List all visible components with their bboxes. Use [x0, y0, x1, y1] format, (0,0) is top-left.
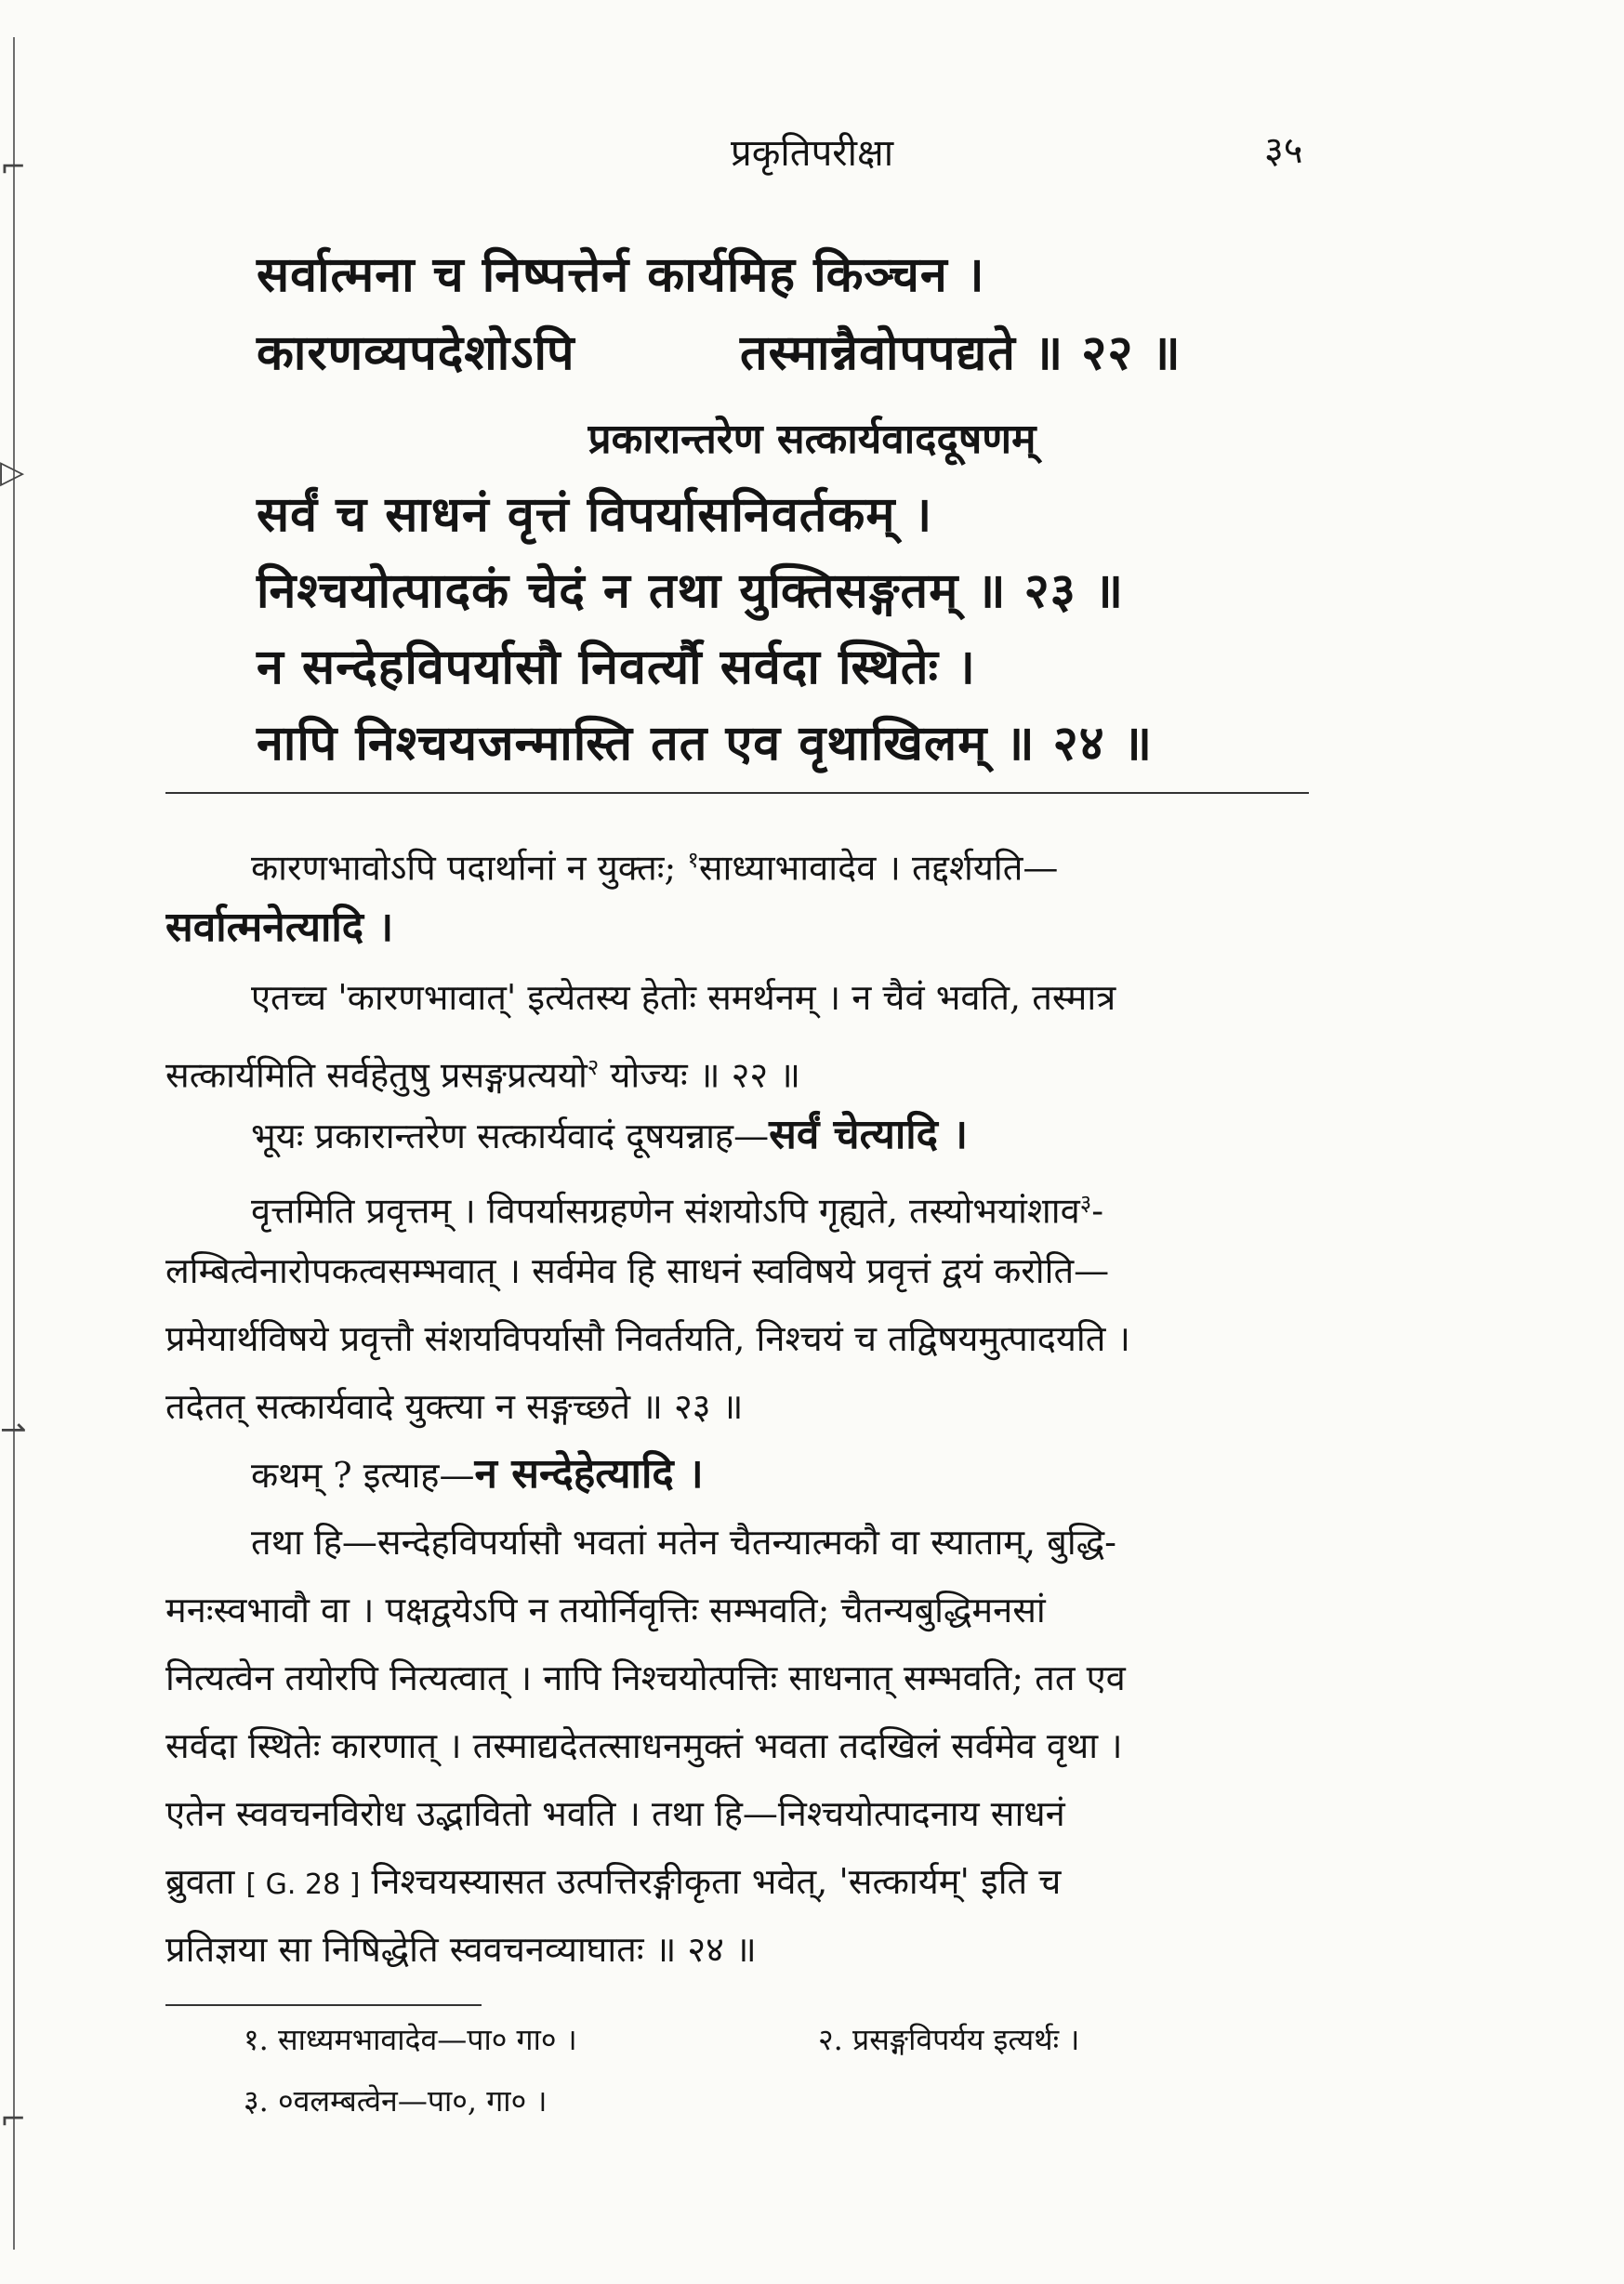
footnote-marker: ३ — [1079, 1190, 1092, 1216]
verse-line: निश्चयोत्पादकं चेदं न तथा युक्तिसङ्गतम् ॥ २३ ॥ — [257, 562, 1124, 619]
commentary-text: कथम् ? इत्याह— — [251, 1455, 475, 1496]
page-edge-line — [13, 37, 15, 2250]
footnote: १. साध्यमभावादेव—पा० गा० । — [244, 2022, 577, 2057]
commentary-line: नित्यत्वेन तयोरपि नित्यत्वात् । नापि निश्चयोत्पत्तिः साधनात् सम्भवति; तत एव — [165, 1657, 1126, 1698]
commentary-line — [165, 1039, 1344, 1103]
section-subheading: प्रकारान्तरेण सत्कार्यवाददूषणम् — [588, 416, 1036, 463]
commentary-line: सर्वदा स्थितेः कारणात् । तस्माद्यदेतत्साधनमुक्तं भवता तदखिलं सर्वमेव वृथा । — [165, 1725, 1123, 1766]
verse-line-end: तस्मान्नैवोपपद्यते ॥ २२ ॥ — [740, 324, 1182, 381]
verse-line: सर्वं च साधनं वृत्तं विपर्यासनिवर्तकम् । — [257, 486, 933, 543]
commentary-line — [165, 900, 1344, 957]
commentary-text: योज्यः ॥ २२ ॥ — [599, 1054, 800, 1096]
commentary-line — [251, 1175, 1344, 1239]
footnote-divider — [165, 2004, 482, 2006]
commentary-text: भूयः प्रकारान्तरेण सत्कार्यवादं दूषयन्नाह— — [251, 1116, 770, 1156]
commentary-line: प्रतिज्ञया सा निषिद्धेति स्ववचनव्याघातः ॥ २४ ॥ — [165, 1929, 757, 1970]
page-number: ३५ — [1264, 129, 1303, 172]
commentary-line: तदेतत् सत्कार्यवादे युक्त्या न सङ्गच्छते ॥ २३ ॥ — [165, 1386, 744, 1427]
margin-mark: ⌐ — [0, 149, 27, 186]
commentary-line: एतेन स्ववचनविरोध उद्भावितो भवति । तथा हि—निश्चयोत्पादनाय साधनं — [165, 1793, 1065, 1834]
commentary-line — [251, 1446, 1344, 1503]
commentary-lemma: न सन्देहेत्यादि । — [474, 1450, 704, 1498]
running-title: प्रकृतिपरीक्षा — [730, 132, 894, 175]
commentary-line: तथा हि—सन्देहविपर्यासौ भवतां मतेन चैतन्यात्मकौ वा स्याताम्, बुद्धि- — [251, 1522, 1116, 1563]
verse-line-start: कारणव्यपदेशोऽपि — [257, 324, 575, 381]
commentary-line — [165, 1854, 1344, 1913]
verse-line — [257, 318, 1182, 384]
commentary-text: निश्चयस्यासत उत्पत्तिरङ्गीकृता भवेत्, 'सत्कार्यम्' इति च — [371, 1861, 1062, 1902]
footnote-marker: १ — [687, 847, 699, 873]
commentary-lemma: सर्वं चेत्यादि । — [769, 1111, 969, 1158]
verse-line: सर्वात्मना च निष्पत्तेर्न कार्यमिह किञ्चन । — [257, 246, 985, 303]
commentary-text: कारणभावोऽपि पदार्थानां न युक्तः; — [251, 847, 677, 889]
commentary-line: एतच्च 'कारणभावात्' इत्येतस्य हेतोः समर्थनम् । न चैवं भवति, तस्मात्र — [251, 977, 1116, 1018]
commentary-line: मनःस्वभावौ वा । पक्षद्वयेऽपि न तयोर्निवृत्तिः सम्भवति; चैतन्यबुद्धिमनसां — [165, 1590, 1046, 1630]
footnote-marker: २ — [587, 1054, 600, 1080]
footnote: २. प्रसङ्गविपर्यय इत्यर्थः । — [818, 2022, 1080, 2057]
commentary-line: लम्बित्वेनारोपकत्वसम्भवात् । सर्वमेव हि साधनं स्वविषये प्रवृत्तं द्वयं करोति— — [165, 1250, 1110, 1291]
commentary-line: प्रमेयार्थविषये प्रवृत्तौ संशयविपर्यासौ निवर्तयति, निश्चयं च तद्विषयमुत्पादयति । — [165, 1318, 1130, 1359]
verse-line: नापि निश्चयजन्मास्ति तत एव वृथाखिलम् ॥ २४ ॥ — [257, 715, 1153, 772]
commentary-line — [251, 832, 1344, 896]
footnote: ३. ०वलम्बत्वेन—पा०, गा० । — [244, 2083, 548, 2119]
commentary-text: ब्रुवता — [165, 1861, 235, 1902]
margin-mark: ⇀ — [0, 1411, 27, 1448]
commentary-line — [251, 1107, 1344, 1164]
commentary-lemma: सर्वात्मनेत्यादि । — [165, 904, 394, 951]
verse-line: न सन्देहविपर्यासौ निवर्त्यौ सर्वदा स्थितेः । — [257, 639, 976, 695]
margin-mark: ▷ — [0, 454, 25, 491]
margin-mark: ⌐ — [0, 2101, 27, 2138]
commentary-text: वृत्तमिति प्रवृत्तम् । विपर्यासग्रहणेन संशयोऽपि गृह्यते, तस्योभयांशाव — [251, 1190, 1080, 1232]
verse-commentary-divider — [165, 792, 1309, 794]
commentary-text: - — [1091, 1190, 1104, 1232]
commentary-text: साध्याभावादेव । तद्दर्शयति— — [698, 847, 1059, 889]
edition-page-reference: [ G. 28 ] — [245, 1868, 361, 1901]
commentary-text: सत्कार्यमिति सर्वहेतुषु प्रसङ्गप्रत्ययो — [165, 1054, 588, 1096]
